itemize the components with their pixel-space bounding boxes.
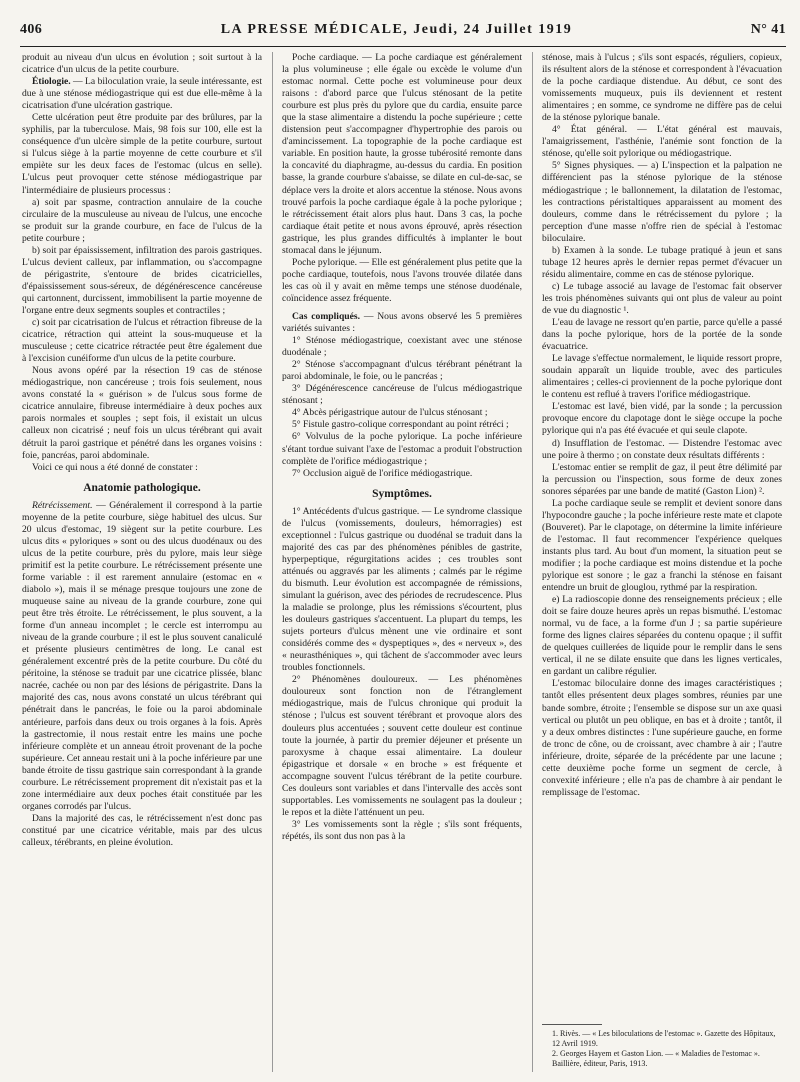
paragraph: Poche pylorique. — Elle est généralement plus petite que la poche cardiaque, toutefois, nous l'avons trouvée dilatée dans les cas où il y avait en même temps une sténose duodénale, coïncidence assez fréquente.	[282, 256, 522, 304]
paragraph: L'estomac biloculaire donne des images caractéristiques ; tantôt elles présentent deux plages sombres, réunies par une bande sombre, étroite ; l'ensemble se dispose sur un axe quasi vertical ou plutôt un peu oblique, en bas et à droite ; tantôt, il y a deux ombres distinctes : l'une supérieure gauche, en forme de tronc de cône, ou de croissant, avec chambre à air ; l'autre inférieure, droite, séparée de la précédente par une lacune ; cette deuxième poche forme un segment de cercle, à convexité inférieure ; elle n'a pas de chambre à air pendant le remplissage de l'estomac.	[542, 678, 782, 798]
paragraph: 2° Phénomènes douloureux. — Les phénomènes douloureux sont fonction non de l'étranglement médiogastrique, mais de l'ulcus chronique qui produit la sténose ; l'ulcus est souvent térébrant et provoque alors des douleurs plus accentuées ; souvent cette douleur est continue toute la journée, à partir du premier déjeuner et présente un paroxysme à chaque essai alimentaire. La douleur épigastrique et dorsale « en broche » est fréquente et accompagne souvent l'ulcus térébrant de la petite courbure. Ces douleurs sont variables et dans l'intervalle des accès sont supportables. Les vomissements ne soulagent pas la douleur ; le repos et la diète l'atténuent un peu.	[282, 674, 522, 818]
paragraph: 3° Les vomissements sont la règle ; s'ils sont fréquents, répétés, ils sont dus non pas à la	[282, 818, 522, 842]
paragraph: b) soit par épaississement, infiltration des parois gastriques. L'ulcus devient calleux, par inflammation, ou s'accompagne de périgastrite, s'entoure de brides cicatricielles, d'épaississement sous-séreux, de dégénérescence cancéreuse qui cartonnent, durcissent, immobilisent la partie moyenne de l'organe entre deux segments souples et contractiles ;	[22, 244, 262, 316]
paragraph: L'eau de lavage ne ressort qu'en partie, parce qu'elle a passé dans la poche pylorique, hors de la portée de la sonde évacuatrice.	[542, 317, 782, 353]
paragraph: 5° Signes physiques. — a) L'inspection et la palpation ne différencient pas la sténose pylorique de la sténose médiogastrique ; le ballonnement, la dilatation de l'estomac, les contractions péristaltiques apparaissent au moment des douleurs, comme dans le rétrécissement du pylore ; la perception d'une masse n'offre rien de spécial à l'estomac biloculaire.	[542, 160, 782, 244]
paragraph: Cette ulcération peut être produite par des brûlures, par la syphilis, par la tuberculose. Mais, 98 fois sur 100, elle est la conséquence d'un ulcère simple de la petite courbure, surtout si l'ulcus siège à la partie moyenne de cette courbure et s'il empiète sur les deux faces de l'estomac (ulcus en selle). L'ulcus peut provoquer cette sténose médiogastrique par l'intermédiaire de plusieurs processus :	[22, 112, 262, 196]
retrecissement-heading: Rétrécissement.	[32, 499, 93, 511]
paragraph: b) Examen à la sonde. Le tubage pratiqué à jeun et sans tubage 12 heures après le dernier repas permet d'évacuer un résidu alimentaire, comme en cas de sténose pylorique.	[542, 244, 782, 280]
section-heading-symptomes: Symptômes.	[372, 487, 432, 500]
paragraph: 4° État général. — L'état général est mauvais, l'amaigrissement, l'asthénie, l'anémie sont fonction de la sténose, qu'elle soit pylorique ou médiogastrique.	[542, 124, 782, 160]
footnote-2: 2. Georges Hayem et Gaston Lion. — « Maladies de l'estomac ». Baillière, éditeur, Paris, 1913.	[552, 1049, 760, 1068]
cas-text: — Nous avons observé les 5 premières variétés suivantes :	[282, 310, 522, 335]
journal-title: LA PRESSE MÉDICALE, Jeudi, 24 Juillet 1919	[220, 22, 573, 37]
paragraph-retrecissement	[22, 500, 262, 813]
paragraph: c) Le tubage associé au lavage de l'estomac fait observer les trois phénomènes suivants qui ont plus de valeur au point de vue du diagnostic ¹.	[542, 280, 782, 316]
retrecissement-text: — Généralement il correspond à la partie moyenne de la petite courbure, siège habituel des ulcus. Sur 20 ulcus d'estomac, 19 siègent sur la petite courbure. Les ulcus dits « pyloriques » sont ou des ulcus duodénaux ou des ulcus de la petite courbure, près du pylore, mais leur siège primitif est la petite courbure. Le rétrécissement présente une forme variable : il est rarement annulaire (estomac en « diabolo »), mais il se ménage presque toujours une zone de muqueuse saine au niveau de la grande courbure, zone qui peut être très étroite. Le rétrécissement, le plus souvent, a la forme d'un anneau incomplet ; le cercle est interrompu au niveau de la grande courbure ; il est le plus souvent canaliculé et présente plusieurs centimètres de long. Le canal est généralement excentré près de la petite courbure. Du côté du péritoine, la sténose se traduit par une cicatrice plissée, blanc nacrée, cachée ou non par des lésions de périgastrite. Dans la majorité des cas, nous avons constaté un ulcus térébrant qui pénétrait dans le pancréas, le foie ou la paroi abdominale antérieure, parfois dans deux ou trois organes à la fois. Après la gastrectomie, il nous restait entre les mains une poche inférieure complète et un anneau étroit provenant de la poche supérieure. Cet anneau restait uni à la poche inférieure par une bande étroite de tissu gastrique sain correspondant à la grande courbure. Le rétrécissement proprement dit n'existait pas et la zone intermédiaire aux deux poches était constituée par les organes corrodés par l'ulcus.	[22, 499, 262, 812]
list-item: 7° Occlusion aiguë de l'orifice médiogastrique.	[292, 467, 473, 479]
footnote-1: 1. Rivès. — « Les biloculations de l'estomac ». Gazette des Hôpitaux, 12 Avril 1919.	[552, 1029, 776, 1048]
paragraph: a) soit par spasme, contraction annulaire de la couche circulaire de la musculeuse au niveau de l'ulcus, une encoche se produit sur la grande courbure, en face de l'ulcus de la petite courbure ;	[22, 196, 262, 244]
list-item: 2° Sténose s'accompagnant d'ulcus térébrant pénétrant la paroi abdominale, le foie, ou le pancréas ;	[282, 359, 522, 383]
paragraph: L'estomac entier se remplit de gaz, il peut être délimité par la percussion ou l'inspection, sous forme de deux zones sonores séparées par une bande de matité (Gaston Lion) ².	[542, 461, 782, 497]
issue-number: N° 41	[750, 22, 786, 37]
paragraph: produit au niveau d'un ulcus en évolution ; soit surtout à la cicatrice d'un ulcus de la petite courbure.	[22, 52, 262, 76]
paragraph: La poche cardiaque seule se remplit et devient sonore dans l'hypocondre gauche ; la poche inférieure reste mate et clapote (Bouveret). Par le clapotage, on détermine la limite inférieure de l'estomac. Il faut recommencer l'expérience quelques instants plus tard. Au bout d'un moment, la situation peut se modifier ; la poche cardiaque est moins distendue et la poche pylorique est sonore ; le gaz a franchi la sténose en faisant entendre un bruit de glouglou, rythmé par la respiration.	[542, 497, 782, 594]
list-item: 1° Sténose médiogastrique, coexistant avec une sténose duodénale ;	[282, 335, 522, 359]
column-middle	[282, 52, 522, 843]
paragraph: 1° Antécédents d'ulcus gastrique. — Le syndrome classique de l'ulcus (vomissements, douleurs, hémorragies) est exceptionnel : l'ulcus gastrique ou duodénal se traduit dans la majorité des cas par des phénomènes pénibles de gastrite, hyperpeptique, régurgitations acides ; ces troubles sont atténués ou aggravés par les aliments ; calmés par le régime du bismuth. Leur évolution est accompagnée de rémissions, simulant la guérison, avec des périodes de recrudescence. Plus la maladie se prolonge, plus les rémissions s'écourtent, plus les douleurs gastriques s'accentuent. La plupart du temps, les sujets porteurs d'ulcus mènent une vie ordinaire et sont considérés comme des « dyspeptiques », des « nerveux », des « neurasthéniques », qui tâchent de s'accommoder avec leurs troubles fonctionnels.	[282, 505, 522, 674]
paragraph: Voici ce qui nous a été donné de constater :	[32, 461, 198, 473]
list-item: 4° Abcès périgastrique autour de l'ulcus sténosant ;	[292, 407, 488, 419]
paragraph-etiologie	[22, 76, 262, 112]
footnote-rule	[542, 1024, 602, 1025]
list-item: 3° Dégénérescence cancéreuse de l'ulcus médiogastrique sténosant ;	[282, 383, 522, 407]
section-heading-anatomie: Anatomie pathologique.	[83, 481, 201, 494]
column-divider	[272, 52, 273, 1072]
paragraph: c) soit par cicatrisation de l'ulcus et rétraction fibreuse de la cicatrice, rétraction qui atteint la sous-muqueuse et la musculeuse ; cette cicatrice rétractée peut être également due à l'excision cunéiforme d'un ulcus de la petite courbure.	[22, 317, 262, 365]
page-header	[20, 22, 786, 42]
paragraph: e) La radioscopie donne des renseignements précieux ; elle doit se faire douze heures après un repas bismuthé. L'estomac normal, vu de face, a la forme d'un J ; sa partie supérieure forme des lignes claires séparées du contenu opaque ; il suffit de quelques cuillerées de liquide pour le remplir dans le sens vertical, il ne se dilate ensuite que dans les lignes verticales, en gardant un calibre régulier.	[542, 594, 782, 678]
column-right	[542, 52, 782, 799]
paragraph: Le lavage s'effectue normalement, le liquide ressort propre, soudain apparaît un liquide trouble, avec des particules alimentaires ; celles-ci proviennent de la poche pylorique dont le contenu est reflué à travers l'orifice médiogastrique.	[542, 353, 782, 401]
paragraph-cas	[282, 311, 522, 335]
paragraph: Dans la majorité des cas, le rétrécissement n'est donc pas constitué par une cicatrice véritable, mais par des ulcus calleux, térébrants, en pleine évolution.	[22, 812, 262, 848]
list-item: 5° Fistule gastro-colique correspondant au point rétréci ;	[292, 419, 509, 431]
etiologie-text: — La biloculation vraie, la seule intéressante, est due à une sténose médiogastrique qui est due elle-même à la cicatrisation d'une ulcération gastrique.	[22, 76, 262, 112]
footnotes	[542, 1024, 782, 1069]
page-number: 406	[20, 22, 43, 37]
paragraph: L'estomac est lavé, bien vidé, par la sonde ; la percussion provoque encore du clapotage dont le siège occupe la poche pylorique qui n'a pas été évacuée et qui seule clapote.	[542, 401, 782, 437]
paragraph: Nous avons opéré par la résection 19 cas de sténose médiogastrique, non cancéreuse ; trois fois seulement, nous avons constaté la « guérison » de l'ulcus sous forme de cicatrice annulaire, fibreuse intermédiaire à deux poches aux parois normales et souples ; sept fois, il existait un ulcus calleux non cicatrisé ; neuf fois un ulcus térébrant qui avait détruit la paroi gastrique et pénétré dans les organes voisins : foie, pancréas, paroi abdominale.	[22, 365, 262, 461]
list-item: 6° Volvulus de la poche pylorique. La poche inférieure s'étant tordue suivant l'axe de l'estomac a produit l'obstruction complète de l'orifice médiogastrique ;	[282, 431, 522, 467]
header-rule	[20, 46, 786, 47]
column-left	[22, 52, 262, 849]
column-divider	[532, 52, 533, 1072]
paragraph: d) Insufflation de l'estomac. — Distendre l'estomac avec une poire à thermo ; on constate deux résultats différents :	[542, 437, 782, 461]
paragraph: sténose, mais à l'ulcus ; s'ils sont espacés, réguliers, copieux, ils résultent alors de la sténose et correspondent à l'évacuation de la poche cardiaque distendue. Au début, ce sont des vomissements muqueux, puis ils deviennent et restent alimentaires ; en somme, ce syndrome ne diffère pas de celui de la sténose pylorique banale.	[542, 52, 782, 124]
cas-heading: Cas compliqués.	[292, 310, 361, 322]
etiologie-heading: Étiologie.	[32, 76, 71, 88]
paragraph: Poche cardiaque. — La poche cardiaque est généralement la plus volumineuse ; elle égale ou excède le volume d'un estomac normal. Cette poche est volumineuse pour deux raisons : d'abord parce que l'ulcus sténosant de la petite courbure est plus près du pylore que du cardia, ensuite parce que la stase alimentaire a distendu la poche supérieure ; cette distension peut s'accompagner d'hypertrophie des parois ou d'amincissement. La topographie de la poche cardiaque est variable. En position haute, la grosse tubérosité remonte dans la concavité du diaphragme, au-dessus du cardia. En position basse, la grande courbure s'abaisse, se dilate en cul-de-sac, se déplace vers la droite et alors accentue la sténose. Nous avons trouvé parfois la poche cardiaque égale à la poche pylorique ; le rétrécissement était alors plus haut. Dans 3 cas, la poche cardiaque était petite et nous avons éprouvé, après résection gastrique, les plus grandes difficultés à implanter le bout stomacal dans le jéjunum.	[282, 52, 522, 256]
